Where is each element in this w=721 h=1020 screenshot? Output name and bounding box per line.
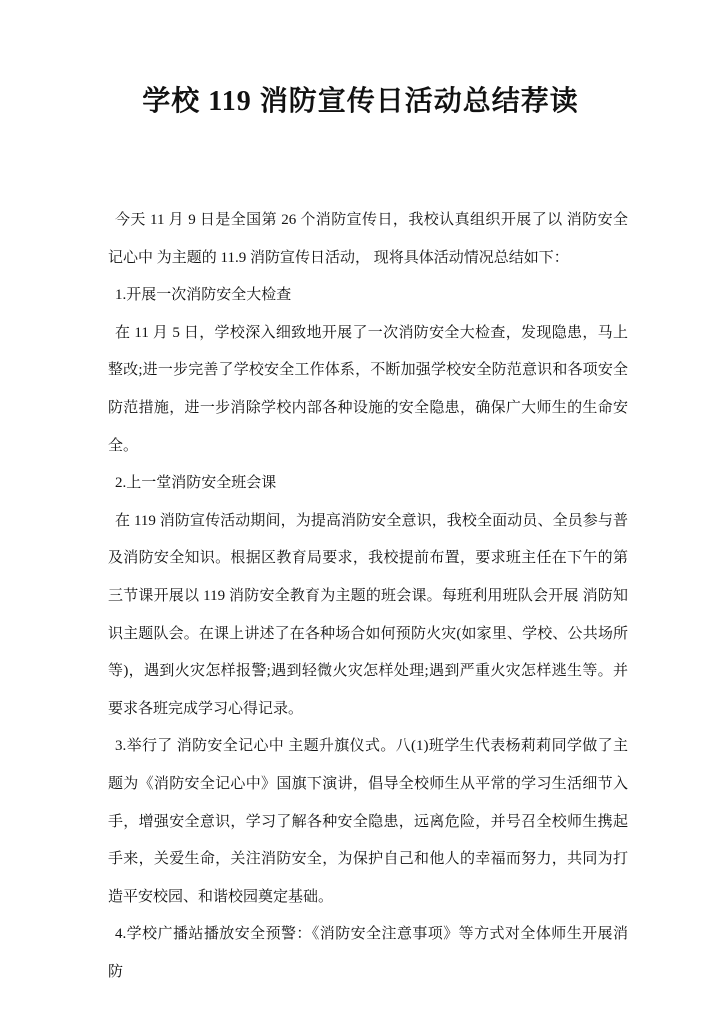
paragraph-heading-1: 1.开展一次消防安全大检查 <box>115 287 292 304</box>
paragraph-section-2: 在 119 消防宣传活动期间，为提高消防安全意识，我校全面动员、全员参与普及消防安全知识。根据区教育局要求，我校提前布置，要求班主任在下午的第三节课开展以 119 消防安全教育为主题的班会课。每班利用班队会开展 消防知识主题队会。在课上讲述了在各种场合如何预防火灾(如家里、学校、公共场所等)，遇到火灾怎样报警;遇到轻微火灾怎样处理;遇到严重火灾怎样逃生等。并要求各班完成学习心得记录。 <box>108 512 628 717</box>
paragraph-section-1: 在 11 月 5 日，学校深入细致地开展了一次消防安全大检查，发现隐患，马上整改;进一步完善了学校安全工作体系，不断加强学校安全防范意识和各项安全防范措施，进一步消除学校内部各种设施的安全隐患，确保广大师生的生命安全。 <box>108 324 628 454</box>
paragraph-section-3: 3.举行了 消防安全记心中 主题升旗仪式。八(1)班学生代表杨莉莉同学做了主题为《消防安全记心中》国旗下演讲，倡导全校师生从平常的学习生活细节入手，增强安全意识，学习了解各种安全隐患，远离危险，并号召全校师生携起手来，关爱生命，关注消防安全，为保护自己和他人的幸福而努力，共同为打造平安校园、和谐校园奠定基础。 <box>108 738 628 905</box>
document-title: 学校 119 消防宣传日活动总结荐读 <box>142 86 579 117</box>
document-body <box>108 202 628 991</box>
paragraph-heading-2: 2.上一堂消防安全班会课 <box>115 475 277 492</box>
paragraph-section-4-truncated: 4.学校广播站播放安全预警：《消防安全注意事项》等方式对全体师生开展消防 <box>108 926 628 980</box>
paragraph-intro: 今天 11 月 9 日是全国第 26 个消防宣传日，我校认真组织开展了以 消防安全记心中 为主题的 11.9 消防宣传日活动， 现将具体活动情况总结如下： <box>108 212 628 266</box>
